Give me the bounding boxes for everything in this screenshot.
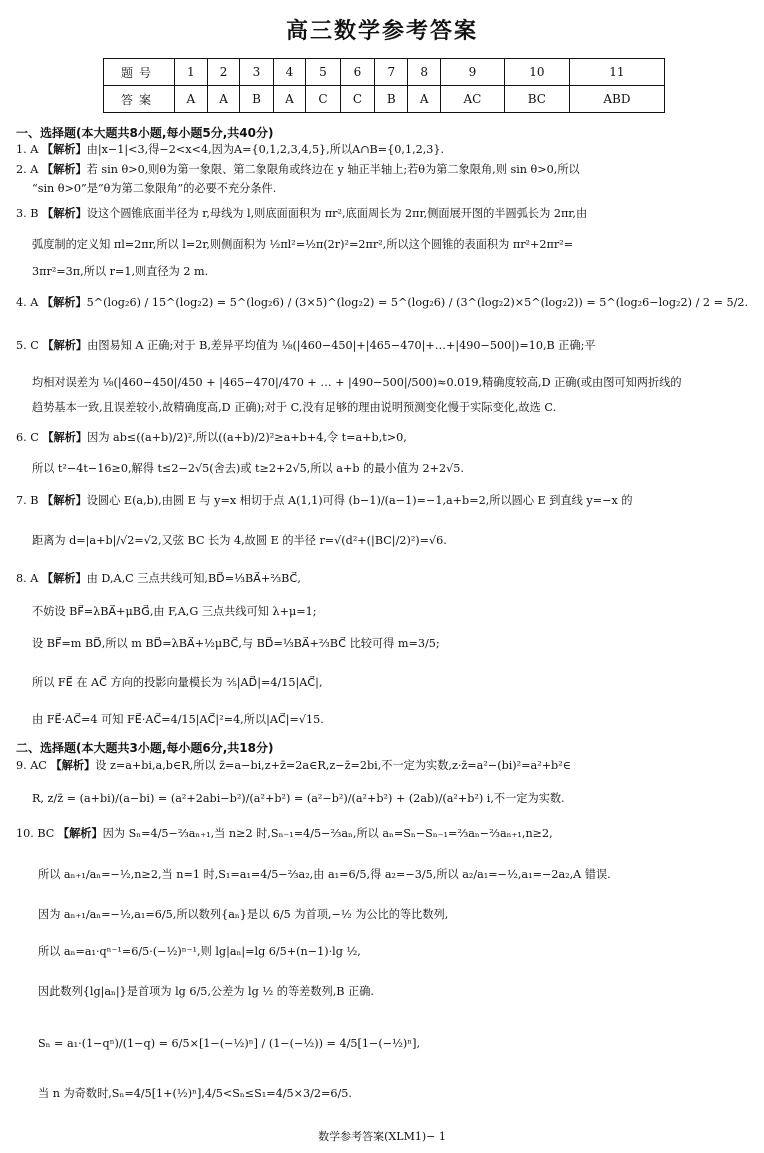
q5-line-1 xyxy=(16,339,751,353)
q3-text-1: 设这个圆锥底面半径为 r,母线为 l,则底面面积为 πr²,底面周长为 2πr,侧面展开图的半圆弧长为 2πr,由 xyxy=(86,207,588,220)
q8-text-1: 由 D,A,C 三点共线可知,BD⃗=⅓BA⃗+⅔BC⃗, xyxy=(86,572,301,585)
answer-row xyxy=(104,86,665,113)
q10-text-3: 因为 aₙ₊₁/aₙ=−½,a₁=6/5,所以数列{aₙ}是以 6/5 为首项,−½ 为公比的等比数列, xyxy=(38,908,449,921)
q5-text-1: 由图易知 A 正确;对于 B,差异平均值为 ⅛(|460−450|+|465−470|+…+|490−500|)=10,B 正确;平 xyxy=(87,339,596,352)
answer-cell: C xyxy=(306,86,340,113)
number-cell: 1 xyxy=(175,59,208,86)
q6-line-1 xyxy=(16,431,751,445)
q7-line-1 xyxy=(16,494,751,508)
q7-tag: 【解析】 xyxy=(42,494,87,507)
q5-number: 5. C xyxy=(16,339,39,352)
row-head-number: 题号 xyxy=(104,59,175,86)
answer-cell: B xyxy=(240,86,273,113)
section-heading-2: 二、选择题(本大题共3小题,每小题6分,共18分) xyxy=(16,741,274,755)
q10-text-1: 因为 Sₙ=4/5−⅔aₙ₊₁,当 n≥2 时,Sₙ₋₁=4/5−⅔aₙ,所以 aₙ=Sₙ−Sₙ₋₁=⅔aₙ−⅔aₙ₊₁,n≥2, xyxy=(102,827,553,840)
page-footer: 数学参考答案(XLM1)− 1 xyxy=(318,1130,446,1143)
q3-line-1 xyxy=(16,207,751,221)
q8-number: 8. A xyxy=(16,572,39,585)
q8-text-4: 所以 FE⃗ 在 AC⃗ 方向的投影向量模长为 ⅖|AD⃗|=4/15|AC⃗|, xyxy=(32,676,323,689)
number-cell: 8 xyxy=(408,59,441,86)
q9-number: 9. AC xyxy=(16,759,47,772)
q9-line-1 xyxy=(16,759,751,773)
q8-tag: 【解析】 xyxy=(41,572,87,585)
q2-line-1 xyxy=(16,163,751,177)
q7-text-1: 设圆心 E(a,b),由圆 E 与 y=x 相切于点 A(1,1)可得 (b−1)/(a−1)=−1,a+b=2,所以圆心 E 到直线 y=−x 的 xyxy=(86,494,633,507)
q6-text-2: 所以 t²−4t−16≥0,解得 t≤2−2√5(舍去)或 t≥2+2√5,所以 a+b 的最小值为 2+2√5. xyxy=(32,462,464,475)
section-heading-1: 一、选择题(本大题共8小题,每小题5分,共40分) xyxy=(16,126,274,140)
q6-tag: 【解析】 xyxy=(42,431,88,444)
q7-number: 7. B xyxy=(16,494,39,507)
answer-cell: AC xyxy=(441,86,505,113)
answer-cell: A xyxy=(408,86,441,113)
q2-text-1: 若 sin θ>0,则θ为第一象限、第二象限角或终边在 y 轴正半轴上;若θ为第二象限角,则 sin θ>0,所以 xyxy=(86,163,580,176)
q7-text-2: 距离为 d=|a+b|/√2=√2,又弦 BC 长为 4,故圆 E 的半径 r=√(d²+(|BC|/2)²)=√6. xyxy=(32,534,447,547)
q1-text: 由|x−1|<3,得−2<x<4,因为A={0,1,2,3,4,5},所以A∩B={0,1,2,3}. xyxy=(86,143,445,156)
number-cell: 4 xyxy=(273,59,306,86)
q10-text-6: Sₙ = a₁·(1−qⁿ)/(1−q) = 6/5×[1−(−½)ⁿ] / (1−(−½)) = 4/5[1−(−½)ⁿ], xyxy=(38,1037,421,1050)
q3-text-3: 3πr²=3π,所以 r=1,则直径为 2 m. xyxy=(32,265,209,278)
q4-number: 4. A xyxy=(16,296,39,309)
answer-cell: A xyxy=(175,86,208,113)
q9-text-2: R, z/z̄ = (a+bi)/(a−bi) = (a²+2abi−b²)/(a²+b²) = (a²−b²)/(a²+b²) + (2ab)/(a²+b²) i,不一定为实数. xyxy=(32,792,565,805)
row-head-answer: 答案 xyxy=(104,86,175,113)
answer-cell: ABD xyxy=(569,86,664,113)
q1-line xyxy=(16,143,751,157)
q10-text-7: 当 n 为奇数时,Sₙ=4/5[1+(½)ⁿ],4/5<Sₙ≤S₁=4/5×3/2=6/5. xyxy=(38,1087,352,1100)
q8-line-1 xyxy=(16,572,751,586)
q8-text-2: 不妨设 BF⃗=λBA⃗+μBG⃗,由 F,A,G 三点共线可知 λ+μ=1; xyxy=(32,605,317,618)
page-title: 高三数学参考答案 xyxy=(285,19,478,44)
q2-number: 2. A xyxy=(16,163,39,176)
q4-tag: 【解析】 xyxy=(41,296,87,309)
answer-cell: C xyxy=(340,86,374,113)
q8-text-5: 由 FE⃗·AC⃗=4 可知 FE⃗·AC⃗=4/15|AC⃗|²=4,所以|AC⃗|=√15. xyxy=(32,713,324,726)
q4-text: 5^(log₂6) / 15^(log₂2) = 5^(log₂6) / (3×5)^(log₂2) = 5^(log₂6) / (3^(log₂2)×5^(log₂2)) = 5^(log₂6−log₂2) / 2 = 5/2. xyxy=(86,296,749,309)
q5-text-2: 均相对误差为 ⅛(|460−450|/450 + |465−470|/470 + … + |490−500|/500)≈0.019,精确度较高,D 正确(或由图可知两折线的 xyxy=(32,376,682,389)
q5-text-3: 趋势基本一致,且误差较小,故精确度高,D 正确);对于 C,没有足够的理由说明预测变化慢于实际变化,故选 C. xyxy=(32,401,557,414)
q3-number: 3. B xyxy=(16,207,39,220)
q5-tag: 【解析】 xyxy=(42,339,88,352)
q10-number: 10. BC xyxy=(16,827,55,840)
answer-cell: A xyxy=(273,86,306,113)
answer-cell: B xyxy=(375,86,408,113)
answer-cell: A xyxy=(207,86,240,113)
number-cell: 5 xyxy=(306,59,340,86)
q9-tag: 【解析】 xyxy=(50,759,96,772)
number-cell: 11 xyxy=(569,59,664,86)
q10-line-1 xyxy=(16,827,751,841)
q10-text-5: 因此数列{lg|aₙ|}是首项为 lg 6/5,公差为 lg ½ 的等差数列,B 正确. xyxy=(38,985,374,998)
number-cell: 7 xyxy=(375,59,408,86)
question-number-row xyxy=(104,59,665,86)
number-cell: 2 xyxy=(207,59,240,86)
q2-text-2: “sin θ>0”是“θ为第二象限角”的必要不充分条件. xyxy=(32,182,277,195)
q3-tag: 【解析】 xyxy=(42,207,87,220)
q6-number: 6. C xyxy=(16,431,39,444)
q1-number: 1. A xyxy=(16,143,39,156)
q4-line xyxy=(16,296,751,310)
number-cell: 6 xyxy=(340,59,374,86)
number-cell: 3 xyxy=(240,59,273,86)
number-cell: 9 xyxy=(441,59,505,86)
q10-text-4: 所以 aₙ=a₁·qⁿ⁻¹=6/5·(−½)ⁿ⁻¹,则 lg|aₙ|=lg 6/5+(n−1)·lg ½, xyxy=(38,945,361,958)
answer-table xyxy=(103,58,665,113)
q9-text-1: 设 z=a+bi,a,b∈R,所以 z̄=a−bi,z+z̄=2a∈R,z−z̄=2bi,不一定为实数,z·z̄=a²−(bi)²=a²+b²∈ xyxy=(95,759,571,772)
answer-cell: BC xyxy=(504,86,569,113)
q6-text-1: 因为 ab≤((a+b)/2)²,所以((a+b)/2)²≥a+b+4,令 t=a+b,t>0, xyxy=(87,431,407,444)
q3-text-2: 弧度制的定义知 πl=2πr,所以 l=2r,则侧面积为 ½πl²=½π(2r)²=2πr²,所以这个圆锥的表面积为 πr²+2πr²= xyxy=(32,238,574,251)
q8-text-3: 设 BF⃗=m BD⃗,所以 m BD⃗=λBA⃗+½μBC⃗,与 BD⃗=⅓BA⃗+⅔BC⃗ 比较可得 m=3/5; xyxy=(32,637,440,650)
q10-tag: 【解析】 xyxy=(57,827,103,840)
q1-tag: 【解析】 xyxy=(41,143,87,156)
q2-tag: 【解析】 xyxy=(41,163,87,176)
q10-text-2: 所以 aₙ₊₁/aₙ=−½,n≥2,当 n=1 时,S₁=a₁=4/5−⅔a₂,由 a₁=6/5,得 a₂=−3/5,所以 a₂/a₁=−½,a₁=−2a₂,A 错误. xyxy=(38,868,611,881)
number-cell: 10 xyxy=(504,59,569,86)
